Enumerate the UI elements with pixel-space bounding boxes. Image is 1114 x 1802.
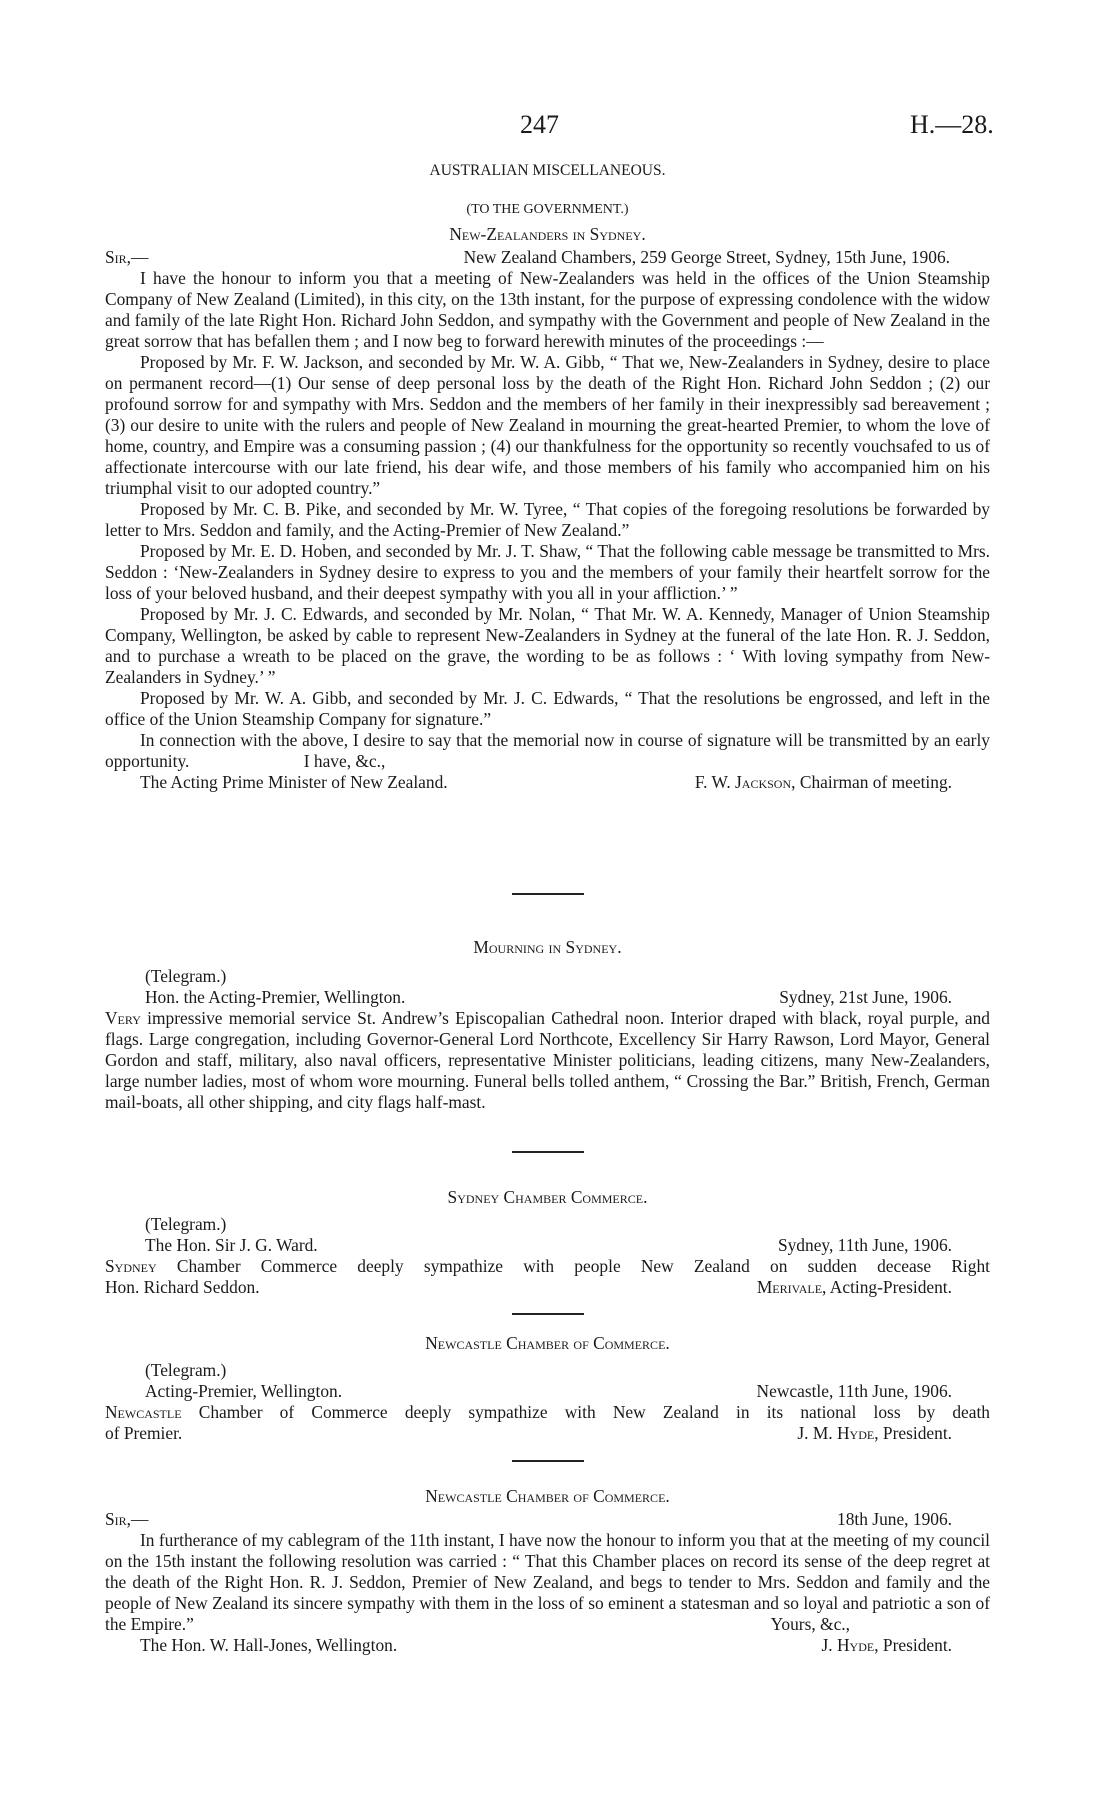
signature-row xyxy=(105,1423,990,1444)
addressee: The Hon. W. Hall-Jones, Wellington. xyxy=(140,1635,398,1655)
signature xyxy=(822,1635,952,1656)
body-text: Chamber Commerce deeply sympathize with people New Zealand on sudden decease Right xyxy=(176,1256,990,1276)
telegram-body xyxy=(105,1008,990,1113)
body-text: Chamber of Commerce deeply sympathize with New Zealand in its national loss by death xyxy=(198,1402,990,1422)
signature-title: President. xyxy=(882,1423,952,1443)
section-heading: Newcastle Chamber of Commerce. xyxy=(425,1333,670,1353)
section-newcastle-chamber-letter xyxy=(105,1486,990,1656)
first-word: Very xyxy=(105,1008,141,1028)
signature xyxy=(757,1277,952,1298)
section-heading: Mourning in Sydney. xyxy=(473,937,622,957)
letter-body: In furtherance of my cablegram of the 11th instant, I have now the honour to inform you that at the meeting of my council on the 15th instant the following resolution was carried : “ That this Chamber places on record its sense of the deep regret at the death of the Right Hon. R. J. Seddon, Premier of New Zealand, and begs to tender to Mrs. Seddon and family and the people of New Zealand its sincere sympathy with them in the loss of so eminent a statesman and so loyal and patriotic a son of the Empire.” xyxy=(105,1530,990,1634)
paragraph: Proposed by Mr. E. D. Hoben, and seconded by Mr. J. T. Shaw, “ That the following cable message be transmitted to Mrs. Seddon : ‘New-Zealanders in Sydney desire to express to you and the members of your family their heartfelt sorrow for the loss of your beloved husband, and their deepest sympathy with you all in your affliction.’ ” xyxy=(105,541,990,603)
addressee: The Acting Prime Minister of New Zealand. xyxy=(140,772,448,792)
addressee: Hon. the Acting-Premier, Wellington. xyxy=(145,987,406,1007)
addressee-row xyxy=(105,1235,990,1256)
closing-phrase: I have, &c., xyxy=(303,751,386,771)
telegram-label: (Telegram.) xyxy=(145,966,227,986)
section-sydney-chamber-commerce xyxy=(105,1187,990,1298)
closing-text: In connection with the above, I desire to say that the memorial now in course of signature will be transmitted by an early opportunity. xyxy=(105,730,990,771)
section-divider xyxy=(105,1460,990,1462)
place-date: Sydney, 11th June, 1906. xyxy=(777,1235,952,1255)
salutation-row xyxy=(105,1509,990,1530)
section-heading: Newcastle Chamber of Commerce. xyxy=(425,1486,670,1506)
signature-name: J. M. Hyde, xyxy=(797,1423,879,1443)
telegram-label: (Telegram.) xyxy=(145,1214,227,1234)
section-divider xyxy=(105,1313,990,1315)
section-mourning-in-sydney xyxy=(105,937,990,1113)
place-date: Sydney, 21st June, 1906. xyxy=(779,987,952,1007)
body-text: impressive memorial service St. Andrew’s Episcopalian Cathedral noon. Interior draped with black, royal purple, and flags. Large congregation, including Governor-General Lord Northcote, Excellency Sir Harry Rawson, Lord Mayor, General Gordon and staff, military, also naval officers, representative Minister politicians, leading citizens, many New-Zealanders, large number ladies, most of whom wore mourning. Funeral bells tolled anthem, “ Crossing the Bar.” British, French, German mail-boats, all other shipping, and city flags half-mast. xyxy=(105,1008,990,1112)
telegram-label: (Telegram.) xyxy=(145,1360,227,1380)
paragraph: Proposed by Mr. W. A. Gibb, and seconded by Mr. J. C. Edwards, “ That the resolutions be engrossed, and left in the office of the Union Steamship Company for signature.” xyxy=(105,688,990,729)
first-word: Sydney xyxy=(105,1256,157,1276)
paragraph: I have the honour to inform you that a meeting of New-Zealanders was held in the offices of the Union Steamship Company of New Zealand (Limited), in this city, on the 13th instant, for the purpose of expressing condolence with the widow and family of the late Right Hon. Richard John Seddon, and sympathy with the Government and people of New Zealand in the great sorrow that has befallen them ; and I now beg to forward herewith minutes of the proceedings :— xyxy=(105,268,990,351)
signature-row xyxy=(105,772,990,793)
signature-row xyxy=(105,1277,990,1298)
paragraph: Proposed by Mr. J. C. Edwards, and seconded by Mr. Nolan, “ That Mr. W. A. Kennedy, Manager of Union Steamship Company, Wellington, be asked by cable to represent New-Zealanders in Sydney at the funeral of the late Hon. R. J. Seddon, and to purchase a wreath to be placed on the grave, the wording to be as follows : ‘ With loving sympathy from New-Zealanders in Sydney.’ ” xyxy=(105,604,990,687)
document-title: AUSTRALIAN MISCELLANEOUS. xyxy=(429,162,666,179)
letter-date: 18th June, 1906. xyxy=(837,1509,952,1529)
signature-title: Chairman of meeting. xyxy=(799,772,952,792)
closing-phrase: Yours, &c., xyxy=(770,1614,850,1634)
section-divider xyxy=(105,893,990,895)
signature-name: J. Hyde, xyxy=(821,1635,879,1655)
body-last-line: Hon. Richard Seddon. xyxy=(105,1277,260,1297)
signature-name: F. W. Jackson, xyxy=(694,772,796,792)
section-heading: Sydney Chamber Commerce. xyxy=(447,1187,648,1207)
signature-title: Acting-President. xyxy=(829,1277,952,1297)
sender-address: New Zealand Chambers, 259 George Street, Sydney, 15th June, 1906. xyxy=(463,247,950,267)
section-divider xyxy=(105,1151,990,1153)
page-number: 247 xyxy=(520,110,559,139)
telegram-body xyxy=(105,1402,990,1423)
section-heading: New-Zealanders in Sydney. xyxy=(449,224,646,244)
section-newcastle-chamber-telegram xyxy=(105,1333,990,1444)
addressee: The Hon. Sir J. G. Ward. xyxy=(145,1235,318,1255)
section-new-zealanders-in-sydney xyxy=(105,224,990,793)
first-word: Newcastle xyxy=(105,1402,182,1422)
salutation: Sir,— xyxy=(105,1509,149,1529)
addressee-row xyxy=(105,987,990,1008)
signature-name: Merivale, xyxy=(756,1277,827,1297)
salutation: Sir,— xyxy=(105,247,149,267)
addressee-row xyxy=(105,1381,990,1402)
closing-paragraph xyxy=(105,730,990,772)
paragraph: Proposed by Mr. F. W. Jackson, and seconded by Mr. W. A. Gibb, “ That we, New-Zealanders in Sydney, desire to place on permanent record—(1) Our sense of deep personal loss by the death of the Right Hon. Richard John Seddon ; (2) our profound sorrow for and sympathy with Mrs. Seddon and the members of her family in their inexpressibly sad bereavement ; (3) our desire to unite with the rulers and people of New Zealand in mourning the great-hearted Premier, to whom the love of home, country, and Empire was a consuming passion ; (4) our thankfulness for the opportunity so recently vouchsafed to us of affectionate intercourse with our late friend, his dear wife, and those members of his family who accompanied him on his triumphal visit to our adopted country.” xyxy=(105,352,990,498)
salutation-row xyxy=(105,247,990,268)
signature-row xyxy=(105,1635,990,1656)
addressee: Acting-Premier, Wellington. xyxy=(145,1381,343,1401)
place-date: Newcastle, 11th June, 1906. xyxy=(756,1381,952,1401)
body-last-line: of Premier. xyxy=(105,1423,183,1443)
signature-title: President. xyxy=(882,1635,952,1655)
document-subtitle: (TO THE GOVERNMENT.) xyxy=(466,202,629,217)
signature xyxy=(797,1423,952,1444)
telegram-body xyxy=(105,1256,990,1277)
signature xyxy=(695,772,952,793)
paper-reference: H.—28. xyxy=(910,110,994,139)
paragraph: Proposed by Mr. C. B. Pike, and seconded by Mr. W. Tyree, “ That copies of the foregoing resolutions be forwarded by letter to Mrs. Seddon and family, and the Acting-Premier of New Zealand.” xyxy=(105,499,990,540)
